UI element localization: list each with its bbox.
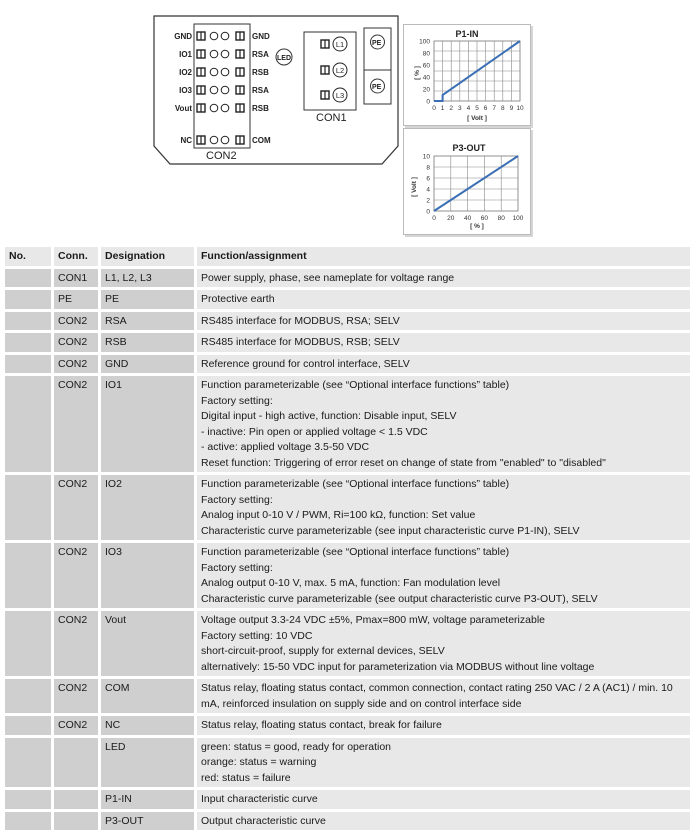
y-axis-label: [ Volt ] <box>411 177 418 197</box>
function-line: Reset function: Triggering of error reset on change of state from "enabled" to "disabled" <box>201 456 686 472</box>
function-line: Function parameterizable (see “Optional interface functions” table) <box>201 477 686 493</box>
cell-function <box>197 355 693 377</box>
pin-hole-icon <box>221 104 229 112</box>
cell-function <box>197 611 693 679</box>
con2-left-pin-label: IO2 <box>179 68 192 77</box>
x-tick-label: 80 <box>498 215 506 222</box>
cell-conn: CON2 <box>54 716 101 738</box>
cell-function <box>197 269 693 291</box>
con1-title: CON1 <box>316 112 347 124</box>
pin-hole-icon <box>221 68 229 76</box>
phase-terminal-label: L2 <box>336 66 344 75</box>
cell-designation: L1, L2, L3 <box>101 269 197 291</box>
cell-designation: P3-OUT <box>101 812 197 833</box>
chart-title: P3-OUT <box>452 143 486 153</box>
x-tick-label: 0 <box>432 105 436 112</box>
cell-designation: IO3 <box>101 543 197 611</box>
cell-function <box>197 312 693 334</box>
x-tick-label: 20 <box>447 215 455 222</box>
pin-hole-icon <box>210 32 218 40</box>
table-row <box>5 790 693 812</box>
x-tick-label: 1 <box>441 105 445 112</box>
y-tick-label: 10 <box>423 153 431 160</box>
x-tick-label: 10 <box>516 105 524 112</box>
x-tick-label: 7 <box>492 105 496 112</box>
function-line: Factory setting: 10 VDC <box>201 629 686 645</box>
pin-hole-icon <box>210 136 218 144</box>
cell-function <box>197 475 693 543</box>
function-line: Status relay, floating status contact, break for failure <box>201 718 686 734</box>
y-axis-label: [ % ] <box>414 66 421 80</box>
y-tick-label: 60 <box>423 62 431 69</box>
pin-hole-icon <box>221 50 229 58</box>
con2-left-pin-label: Vout <box>175 104 193 113</box>
function-line: Voltage output 3.3-24 VDC ±5%, Pmax=800 mW, voltage parameterizable <box>201 613 686 629</box>
x-tick-label: 9 <box>510 105 514 112</box>
pin-hole-icon <box>210 50 218 58</box>
function-line: short-circuit-proof, supply for external devices, SELV <box>201 644 686 660</box>
function-line: Protective earth <box>201 292 686 308</box>
cell-no <box>5 812 54 833</box>
chart-p3-out <box>403 128 531 235</box>
con2-right-pin-label: COM <box>252 136 271 145</box>
cell-no <box>5 269 54 291</box>
function-line: red: status = failure <box>201 771 686 787</box>
function-line: orange: status = warning <box>201 755 686 771</box>
function-line: Characteristic curve parameterizable (see input characteristic curve P1-IN), SELV <box>201 524 686 540</box>
function-line: alternatively: 15-50 VDC input for parameterization via MODBUS without line voltage <box>201 660 686 676</box>
y-tick-label: 80 <box>423 50 431 57</box>
cell-no <box>5 355 54 377</box>
function-line: Analog output 0-10 V, max. 5 mA, function: Fan modulation level <box>201 576 686 592</box>
x-tick-label: 2 <box>449 105 453 112</box>
cell-function <box>197 812 693 833</box>
cell-no <box>5 790 54 812</box>
cell-designation: RSB <box>101 333 197 355</box>
y-tick-label: 0 <box>426 208 430 215</box>
cell-conn: CON2 <box>54 679 101 716</box>
table-header-row <box>5 247 693 269</box>
cell-conn: CON2 <box>54 355 101 377</box>
cell-designation: RSA <box>101 312 197 334</box>
table-row <box>5 812 693 833</box>
cell-conn: CON2 <box>54 333 101 355</box>
table-row <box>5 611 693 679</box>
cell-no <box>5 543 54 611</box>
con2-left-pin-label: IO3 <box>179 86 192 95</box>
x-tick-label: 4 <box>467 105 471 112</box>
cell-designation: COM <box>101 679 197 716</box>
cell-designation: GND <box>101 355 197 377</box>
cell-designation: P1-IN <box>101 790 197 812</box>
cell-no <box>5 333 54 355</box>
chart-p3-out-svg <box>404 129 530 234</box>
cell-function <box>197 543 693 611</box>
function-line: Digital input - high active, function: Disable input, SELV <box>201 409 686 425</box>
function-line: RS485 interface for MODBUS, RSA; SELV <box>201 314 686 330</box>
function-line: Function parameterizable (see “Optional interface functions” table) <box>201 545 686 561</box>
header-function: Function/assignment <box>197 247 693 269</box>
function-line: mA, reinforced insulation on supply side and on control interface side <box>201 697 686 713</box>
header-no: No. <box>5 247 54 269</box>
cell-conn: PE <box>54 290 101 312</box>
x-axis-label: [ % ] <box>470 223 484 230</box>
con2-left-pin-label: IO1 <box>179 50 192 59</box>
header-designation: Designation <box>101 247 197 269</box>
connection-table <box>5 247 693 833</box>
con2-right-pin-label: RSA <box>252 86 269 95</box>
cell-no <box>5 475 54 543</box>
header-conn: Conn. <box>54 247 101 269</box>
function-line: Input characteristic curve <box>201 792 686 808</box>
pe-terminal-label: PE <box>372 40 382 47</box>
function-line: Reference ground for control interface, SELV <box>201 357 686 373</box>
y-tick-label: 4 <box>426 186 430 193</box>
chart-p1-in <box>403 24 531 126</box>
function-line: Factory setting: <box>201 561 686 577</box>
cell-conn <box>54 738 101 791</box>
phase-terminal-label: L1 <box>336 40 344 49</box>
y-tick-label: 6 <box>426 175 430 182</box>
cell-function <box>197 716 693 738</box>
cell-conn: CON2 <box>54 611 101 679</box>
function-line: green: status = good, ready for operation <box>201 740 686 756</box>
pin-hole-icon <box>221 136 229 144</box>
table-row <box>5 376 693 475</box>
con2-right-pin-label: GND <box>252 32 270 41</box>
cell-no <box>5 716 54 738</box>
pin-hole-icon <box>221 86 229 94</box>
cell-conn: CON2 <box>54 312 101 334</box>
cell-designation: NC <box>101 716 197 738</box>
y-tick-label: 40 <box>423 74 431 81</box>
con2-right-pin-label: RSB <box>252 104 269 113</box>
function-line: Output characteristic curve <box>201 814 686 830</box>
cell-no <box>5 312 54 334</box>
connection-diagram <box>152 14 400 166</box>
y-tick-label: 0 <box>426 98 430 105</box>
y-tick-label: 8 <box>426 164 430 171</box>
y-tick-label: 2 <box>426 197 430 204</box>
cell-function <box>197 290 693 312</box>
cell-designation: Vout <box>101 611 197 679</box>
con2-left-pin-label: NC <box>180 136 192 145</box>
y-tick-label: 20 <box>423 86 431 93</box>
y-tick-label: 100 <box>419 38 430 45</box>
pin-hole-icon <box>221 32 229 40</box>
function-line: Power supply, phase, see nameplate for voltage range <box>201 271 686 287</box>
table-row <box>5 290 693 312</box>
x-tick-label: 40 <box>464 215 472 222</box>
con2-title: CON2 <box>206 150 237 162</box>
x-tick-label: 0 <box>432 215 436 222</box>
cell-conn: CON1 <box>54 269 101 291</box>
con2-right-pin-label: RSA <box>252 50 269 59</box>
table-row <box>5 355 693 377</box>
function-line: - inactive: Pin open or applied voltage < 1.5 VDC <box>201 425 686 441</box>
table-row <box>5 543 693 611</box>
table-row <box>5 679 693 716</box>
pin-hole-icon <box>210 68 218 76</box>
phase-terminal-label: L3 <box>336 91 344 100</box>
con2-right-pin-label: RSB <box>252 68 269 77</box>
cell-no <box>5 611 54 679</box>
cell-no <box>5 376 54 475</box>
function-line: RS485 interface for MODBUS, RSB; SELV <box>201 335 686 351</box>
function-line: Characteristic curve parameterizable (see output characteristic curve P3-OUT), SELV <box>201 592 686 608</box>
cell-no <box>5 738 54 791</box>
cell-conn <box>54 790 101 812</box>
cell-conn <box>54 812 101 833</box>
table-row <box>5 738 693 791</box>
function-line: Status relay, floating status contact, common connection, contact rating 250 VAC / 2 A (AC1) / min. 10 <box>201 681 686 697</box>
cell-function <box>197 738 693 791</box>
pe-terminal-label: PE <box>372 84 382 91</box>
cell-designation: LED <box>101 738 197 791</box>
pin-hole-icon <box>210 104 218 112</box>
x-tick-label: 100 <box>513 215 524 222</box>
cell-function <box>197 790 693 812</box>
cell-function <box>197 376 693 475</box>
cell-designation: PE <box>101 290 197 312</box>
function-line: Factory setting: <box>201 493 686 509</box>
function-line: Factory setting: <box>201 394 686 410</box>
function-line: Analog input 0-10 V / PWM, Ri=100 kΩ, function: Set value <box>201 508 686 524</box>
cell-function <box>197 333 693 355</box>
table-row <box>5 269 693 291</box>
cell-designation: IO1 <box>101 376 197 475</box>
table-row <box>5 475 693 543</box>
x-tick-label: 8 <box>501 105 505 112</box>
led-label: LED <box>277 55 291 62</box>
x-axis-label: [ Volt ] <box>467 115 487 122</box>
x-tick-label: 5 <box>475 105 479 112</box>
x-tick-label: 60 <box>481 215 489 222</box>
table-row <box>5 716 693 738</box>
cell-no <box>5 679 54 716</box>
table-row <box>5 312 693 334</box>
pin-hole-icon <box>210 86 218 94</box>
chart-title: P1-IN <box>455 29 478 39</box>
cell-conn: CON2 <box>54 475 101 543</box>
function-line: Function parameterizable (see “Optional interface functions” table) <box>201 378 686 394</box>
cell-conn: CON2 <box>54 376 101 475</box>
x-tick-label: 6 <box>484 105 488 112</box>
x-tick-label: 3 <box>458 105 462 112</box>
cell-no <box>5 290 54 312</box>
cell-conn: CON2 <box>54 543 101 611</box>
con2-left-pin-label: GND <box>174 32 192 41</box>
cell-designation: IO2 <box>101 475 197 543</box>
table-row <box>5 333 693 355</box>
chart-p1-in-svg <box>404 25 530 125</box>
cell-function <box>197 679 693 716</box>
function-line: - active: applied voltage 3.5-50 VDC <box>201 440 686 456</box>
